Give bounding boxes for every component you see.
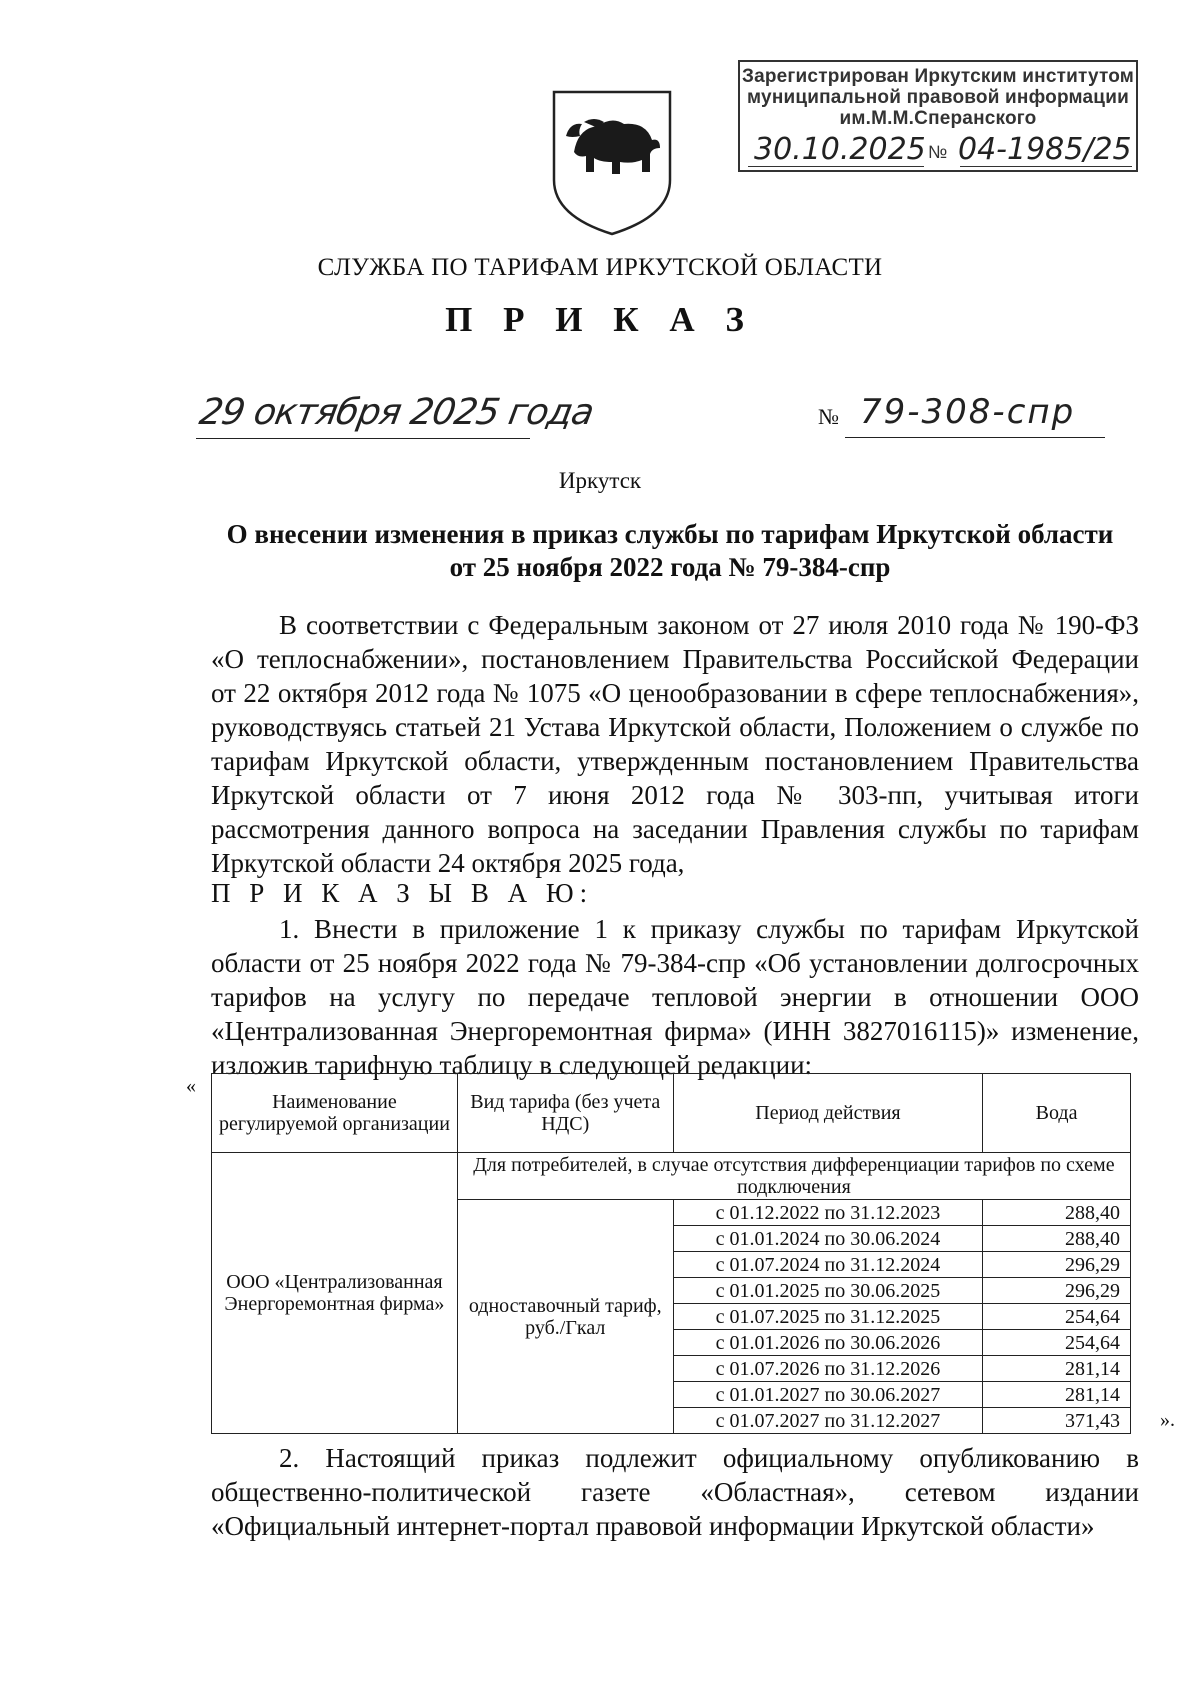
value-cell: 254,64 bbox=[983, 1304, 1131, 1330]
tariff-table bbox=[211, 1073, 1131, 1434]
period-cell: с 01.01.2027 по 30.06.2027 bbox=[673, 1382, 983, 1408]
preamble-text: В соответствии с Федеральным законом от 27 июля 2010 года № 190-ФЗ «О теплоснабжении», постановлением Правительства Российской Федерации от 22 октября 2012 года № 1075 «О ценообразовании в сфере теплоснабжения», руководствуясь статьей 21 Устава Иркутской области, Положением о службе по тарифам Иркутской области, утвержденным постановлением Правительства Иркутской области от 7 июня 2012 года № 303-пп, учитывая итоги рассмотрения данного вопроса на заседании Правления службы по тарифам Иркутской области 24 октября 2025 года, bbox=[211, 610, 1139, 878]
value-cell: 371,43 bbox=[983, 1408, 1131, 1434]
order-word: П Р И К А З Ы В А Ю: bbox=[211, 878, 594, 908]
registration-stamp bbox=[738, 60, 1138, 172]
quote-open: « bbox=[186, 1075, 196, 1097]
handwritten-date: 29 октября 2025 года bbox=[196, 392, 597, 433]
table-header-row bbox=[212, 1074, 1131, 1153]
value-cell: 254,64 bbox=[983, 1330, 1131, 1356]
stamp-line-2: муниципальной правовой информации bbox=[747, 87, 1129, 108]
quote-close: ». bbox=[1160, 1409, 1175, 1431]
item-1-text: 1. Внести в приложение 1 к приказу службы по тарифам Иркутской области от 25 ноября 2022 года № 79-384-спр «Об установлении долгосрочных тарифов на услугу по передаче тепловой энергии в отношении ООО «Централизованная Энергоремонтная фирма» (ИНН 3827016115)» изменение, изложив тарифную таблицу в следующей редакции: bbox=[211, 914, 1139, 1080]
item-2-paragraph bbox=[211, 1441, 1139, 1543]
document-type: П Р И К А З bbox=[445, 300, 755, 339]
period-cell: с 01.07.2025 по 31.12.2025 bbox=[673, 1304, 983, 1330]
period-cell: с 01.01.2025 по 30.06.2025 bbox=[673, 1278, 983, 1304]
stamp-number: 04-1985/25 bbox=[958, 132, 1132, 167]
period-cell: с 01.01.2024 по 30.06.2024 bbox=[673, 1226, 983, 1252]
handwritten-order-number: 79-308-спр bbox=[860, 392, 1076, 432]
title-line-1: О внесении изменения в приказ службы по тарифам Иркутской области bbox=[226, 519, 1114, 549]
preamble-paragraph bbox=[211, 608, 1139, 880]
header-tariff-type: Вид тарифа (без учета НДС) bbox=[457, 1074, 673, 1153]
city: Иркутск bbox=[558, 468, 642, 493]
value-cell: 288,40 bbox=[983, 1226, 1131, 1252]
stamp-line-3: им.М.М.Сперанского bbox=[839, 108, 1037, 129]
table-subheader-row bbox=[212, 1153, 1131, 1200]
period-cell: с 01.07.2027 по 31.12.2027 bbox=[673, 1408, 983, 1434]
tariff-type-cell: одноставочный тариф, руб./Гкал bbox=[457, 1200, 673, 1434]
date-underline bbox=[196, 438, 530, 439]
organization-name: СЛУЖБА ПО ТАРИФАМ ИРКУТСКОЙ ОБЛАСТИ bbox=[317, 254, 883, 281]
value-cell: 281,14 bbox=[983, 1356, 1131, 1382]
value-cell: 296,29 bbox=[983, 1252, 1131, 1278]
stamp-line-1: Зарегистрирован Иркутским институтом bbox=[741, 66, 1135, 87]
title-line-2: от 25 ноября 2022 года № 79-384-спр bbox=[449, 552, 891, 582]
period-cell: с 01.01.2026 по 30.06.2026 bbox=[673, 1330, 983, 1356]
value-cell: 288,40 bbox=[983, 1200, 1131, 1226]
organization-cell: ООО «Централизованная Энергоремонтная фирма» bbox=[212, 1153, 458, 1434]
header-period: Период действия bbox=[673, 1074, 983, 1153]
header-organization: Наименование регулируемой организации bbox=[212, 1074, 458, 1153]
stamp-number-underline bbox=[960, 166, 1132, 167]
subheader-cell: Для потребителей, в случае отсутствия дифференциации тарифов по схеме подключения bbox=[457, 1153, 1130, 1200]
item-2-text: 2. Настоящий приказ подлежит официальному опубликованию в общественно-политической газете «Областная», сетевом издании «Официальный интернет-портал правовой информации Иркутской области» bbox=[211, 1443, 1139, 1541]
stamp-date: 30.10.2025 bbox=[754, 132, 926, 167]
value-cell: 296,29 bbox=[983, 1278, 1131, 1304]
document-title bbox=[200, 518, 1140, 584]
order-number-sign: № bbox=[818, 404, 839, 429]
period-cell: с 01.07.2024 по 31.12.2024 bbox=[673, 1252, 983, 1278]
number-underline bbox=[845, 437, 1105, 438]
coat-of-arms-emblem bbox=[548, 88, 676, 238]
period-cell: с 01.12.2022 по 31.12.2023 bbox=[673, 1200, 983, 1226]
stamp-date-underline bbox=[748, 166, 924, 167]
period-cell: с 01.07.2026 по 31.12.2026 bbox=[673, 1356, 983, 1382]
stamp-number-sign: № bbox=[928, 142, 948, 162]
item-1-paragraph bbox=[211, 912, 1139, 1082]
value-cell: 281,14 bbox=[983, 1382, 1131, 1408]
header-water: Вода bbox=[983, 1074, 1131, 1153]
